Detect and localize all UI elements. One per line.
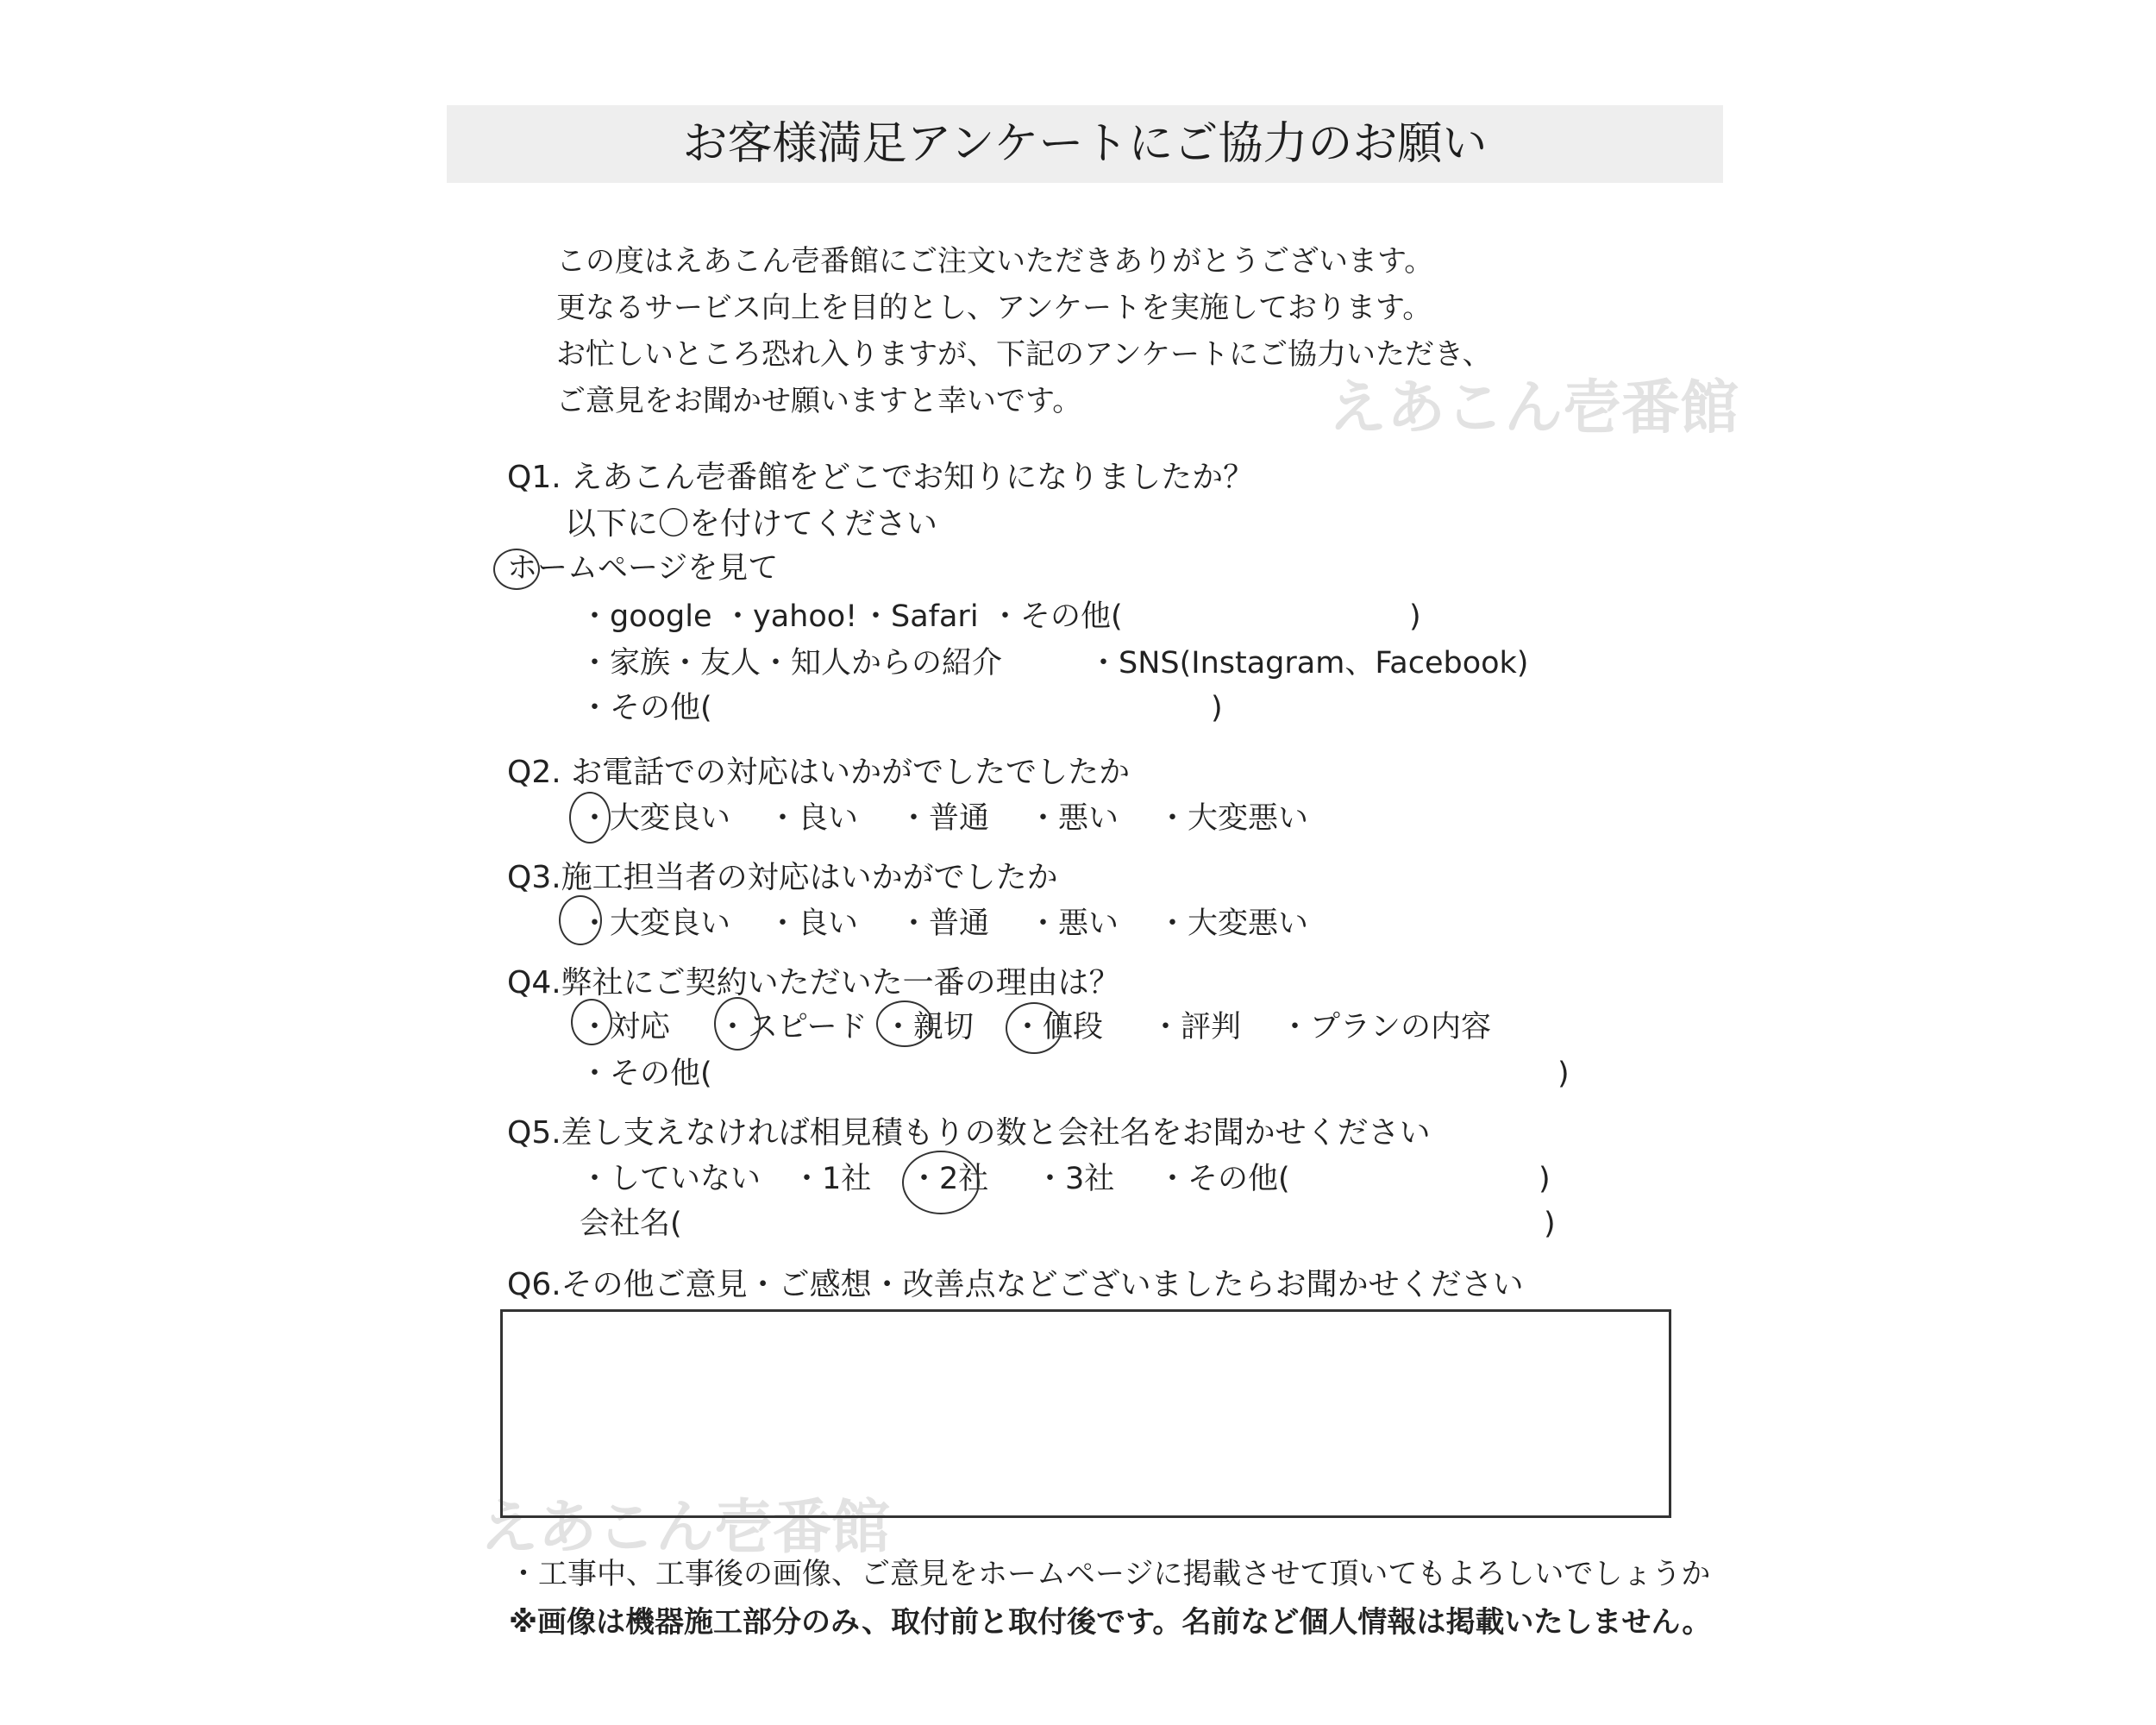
q2-option-very-good[interactable]: ・大変良い [580,801,731,836]
q4-selected-mark-kindness [876,1000,933,1047]
q1-other[interactable]: ・その他( [580,691,712,725]
q5-company[interactable]: 会社名( [580,1207,682,1241]
q2-selected-mark [569,792,611,844]
q4-option-price[interactable]: ・値段 [1012,1010,1104,1044]
q6-answer-box[interactable] [500,1309,1671,1518]
q4-other-close: ) [1557,1057,1570,1091]
q4-other[interactable]: ・その他( [580,1057,712,1091]
q4-option-plan[interactable]: ・プランの内容 [1280,1010,1492,1044]
q3-question: Q3.施工担当者の対応はいかがでしたか [507,860,1058,895]
q2-option-normal[interactable]: ・普通 [899,801,990,836]
q4-option-reputation[interactable]: ・評判 [1150,1010,1242,1044]
q5-selected-mark [902,1151,980,1214]
q1-other-web-close: ) [1409,599,1421,634]
q5-option-2[interactable]: ・2社 [909,1162,989,1196]
q5-option-3[interactable]: ・3社 [1035,1162,1115,1196]
q3-option-very-good[interactable]: ・大変良い [580,906,731,941]
q3-selected-mark [559,895,602,945]
q4-selected-mark-speed [714,997,761,1051]
q5-company-close: ) [1544,1207,1556,1241]
footer-line-1: ・工事中、工事後の画像、ご意見をホームページに掲載させて頂いてもよろしいでしょうか [509,1557,1711,1591]
intro-line-2: 更なるサービス向上を目的とし、アンケートを実施しております。 [556,291,1432,325]
footer-line-2: ※画像は機器施工部分のみ、取付前と取付後です。名前など個人情報は掲載いたしません。 [509,1605,1712,1640]
q5-question: Q5.差し支えなければ相見積もりの数と会社名をお聞かせください [507,1115,1431,1151]
q5-option-none[interactable]: ・していない [580,1162,761,1196]
q3-option-very-bad[interactable]: ・大変悪い [1157,906,1309,941]
q4-option-kindness[interactable]: ・親切 [883,1010,975,1044]
q1-question: Q1. えあこん壱番館をどこでお知りになりましたか？ [507,460,1255,495]
q5-option-other[interactable]: ・その他( [1157,1162,1290,1196]
intro-line-4: ご意見をお聞かせ願いますと幸いです。 [556,384,1082,418]
q2-option-bad[interactable]: ・悪い [1028,801,1119,836]
q4-selected-mark-response [571,999,612,1045]
q3-option-bad[interactable]: ・悪い [1028,906,1119,941]
q4-question: Q4.弊社にご契約いただいた一番の理由は？ [507,965,1120,1000]
q2-option-very-bad[interactable]: ・大変悪い [1157,801,1309,836]
q1-safari[interactable]: ・Safari [861,599,979,634]
q1-google[interactable]: ・google [580,599,712,634]
intro-line-3: お忙しいところ恐れ入りますが、下記のアンケートにご協力いただき、 [556,337,1492,372]
q1-sns[interactable]: ・SNS(Instagram、Facebook) [1088,646,1529,681]
q2-option-good[interactable]: ・良い [768,801,859,836]
q1-note: 以下に〇を付けてください [565,506,938,542]
q2-question: Q2. お電話での対応はいかがでしたでしたか [507,755,1131,790]
q3-option-good[interactable]: ・良い [768,906,859,941]
q6-question: Q6.その他ご意見・ご感想・改善点などございましたらお聞かせください [507,1267,1524,1302]
q3-option-normal[interactable]: ・普通 [899,906,990,941]
q1-family[interactable]: ・家族・友人・知人からの紹介 [580,646,1003,681]
q1-other-close: ) [1211,691,1223,725]
q1-homepage[interactable]: ホームページを見て [507,551,779,586]
page-title: お客様満足アンケートにご協力のお願い [682,118,1488,170]
q5-other-close: ) [1539,1162,1551,1196]
q4-option-response[interactable]: ・対応 [580,1010,671,1044]
q1-yahoo[interactable]: ・yahoo! [723,599,858,634]
q1-homepage-selected-mark [493,549,540,590]
q5-option-1[interactable]: ・1社 [792,1162,872,1196]
q4-selected-mark-price [1006,1002,1062,1054]
intro-line-1: この度はえあこん壱番館にご注文いただきありがとうございます。 [556,244,1434,279]
q4-option-speed[interactable]: ・スピード [718,1010,868,1044]
watermark-bottom: えあこん壱番館 [479,1494,891,1562]
q1-other-web[interactable]: ・その他( [990,599,1123,634]
watermark-top: えあこん壱番館 [1328,374,1739,442]
